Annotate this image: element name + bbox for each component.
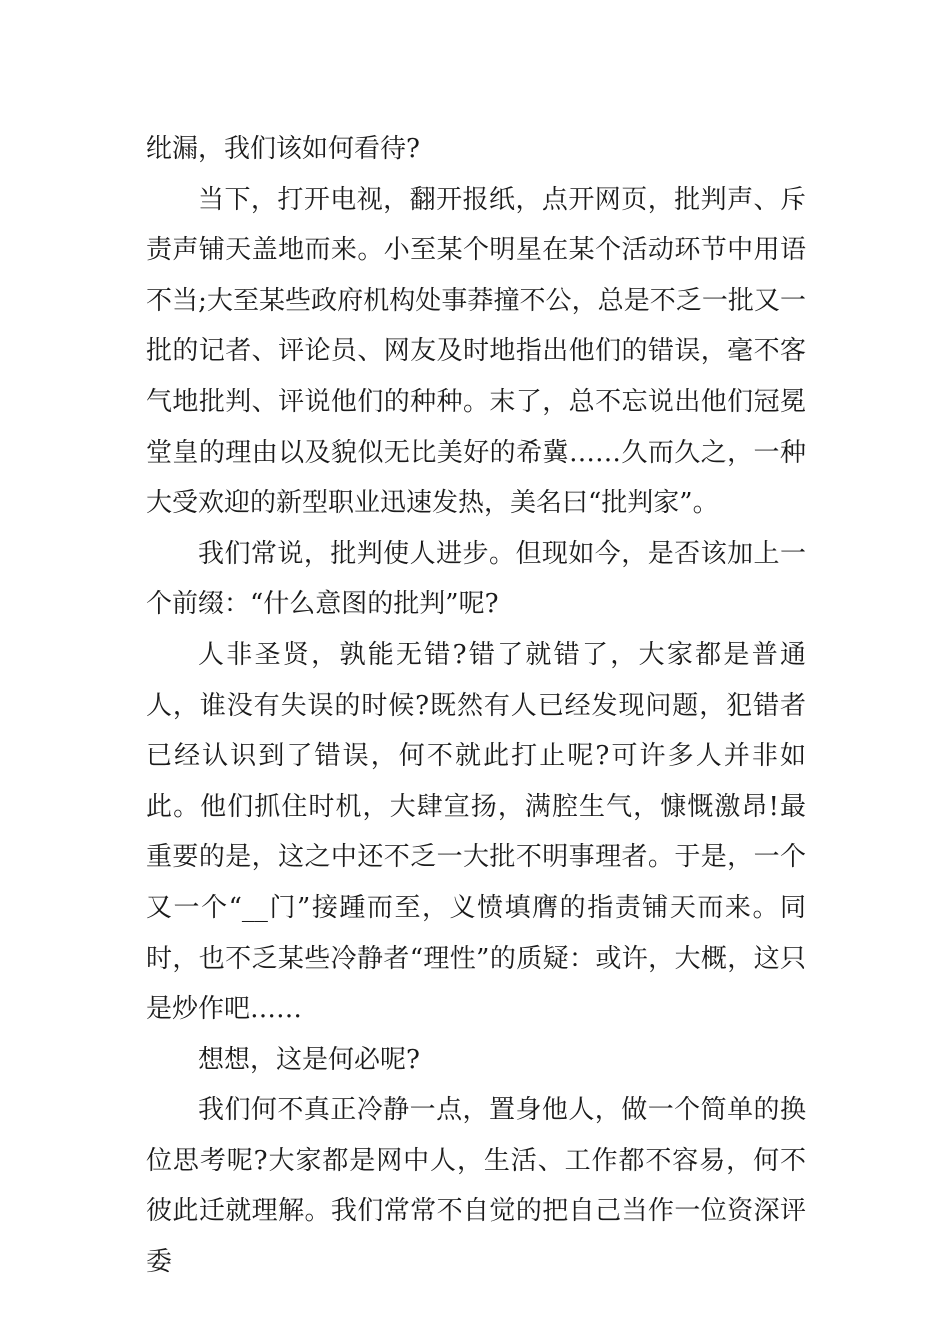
paragraph: 想想，这是何必呢? — [198, 1044, 420, 1075]
paragraph: 纰漏，我们该如何看待? — [146, 134, 420, 164]
document-body — [146, 124, 806, 1288]
paragraph: 我们常说，批判使人进步。但现如今，是否该加上一个前缀：“什么意图的批判”呢? — [146, 538, 806, 620]
paragraph: 当下，打开电视，翻开报纸，点开网页，批判声、斥责声铺天盖地而来。小至某个明星在某个活动环节中用语不当;大至某些政府机构处事莽撞不公，总是不乏一批又一批的记者、评论员、网友及时地指出他们的错误，毫不客气地批判、评说他们的种种。末了，总不忘说出他们冠冕堂皇的理由以及貌似无比美好的希冀……久而久之，一种大受欢迎的新型职业迅速发热，美名曰“批判家”。 — [146, 184, 806, 519]
paragraph: 我们何不真正冷静一点，置身他人，做一个简单的换位思考呢?大家都是网中人，生活、工作都不容易，何不彼此迁就理解。我们常常不自觉的把自己当作一位资深评委 — [146, 1095, 806, 1278]
paragraph: 人非圣贤，孰能无错?错了就错了，大家都是普通人，谁没有失误的时候?既然有人已经发现问题，犯错者已经认识到了错误，何不就此打止呢?可许多人并非如此。他们抓住时机，大肆宣扬，满腔生气，慷慨激昂!最重要的是，这之中还不乏一大批不明事理者。于是，一个又一个“__门”接踵而至，义愤填膺的指责铺天而来。同时，也不乏某些冷静者“理性”的质疑：或许，大概，这只是炒作吧…… — [146, 639, 806, 1025]
